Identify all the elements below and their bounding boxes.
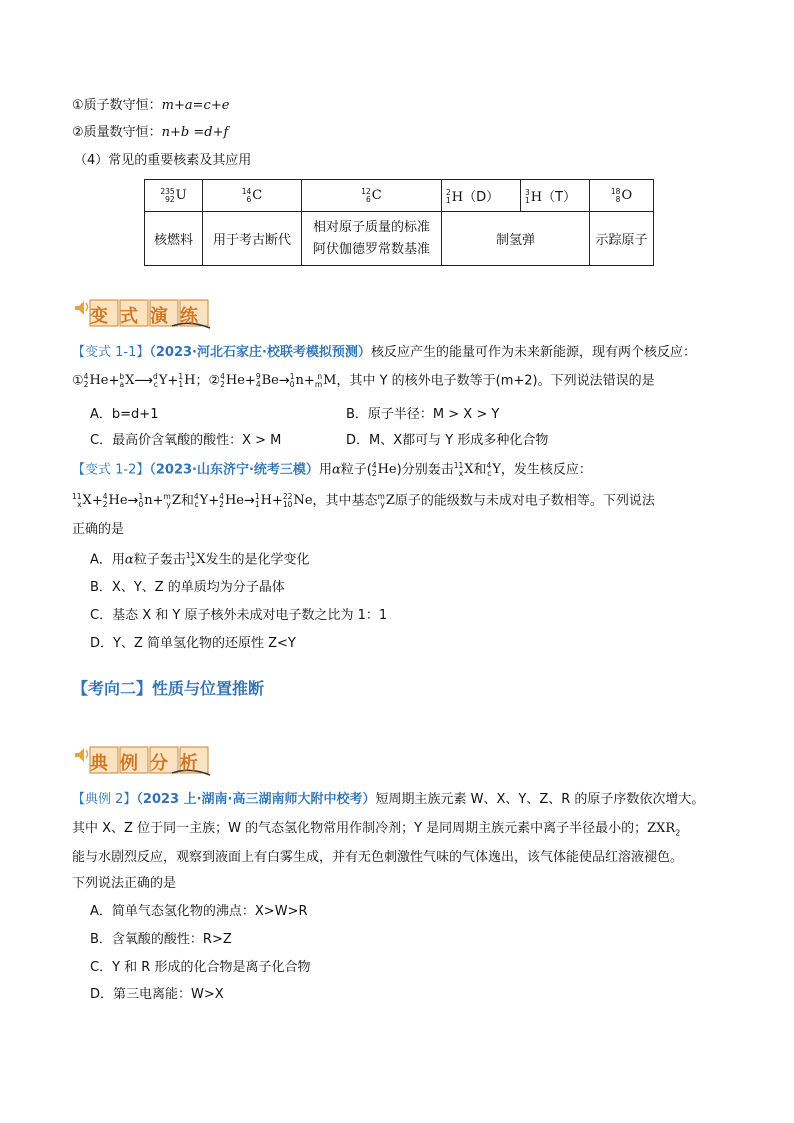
- example-banner: [72, 739, 222, 783]
- ex2-stem: 【典例 2】（2023 上·湖南·高三湖南师大附中校考）短周期主族元素 W、X、Y、Z、R 的原子序数依次增大。: [72, 792, 705, 807]
- nuclide-o18: 18 8 O: [590, 180, 654, 212]
- ex2-stem-3: 能与水剧烈反应，观察到液面上有白雾生成，并有无色刺激性气味的气体逸出，该气体能使品红溶液褪色。: [72, 850, 684, 865]
- use-c12: 相对原子质量的标准 阿伏伽德罗常数基准: [302, 212, 442, 266]
- example-banner-text: 典例分析: [90, 753, 210, 774]
- v12-stem-end: 正确的是: [72, 522, 125, 537]
- nuclide-deuterium: 2 1 H （D）: [442, 180, 521, 212]
- v11-option-b[interactable]: B．原子半径：M > X > Y: [346, 407, 500, 422]
- nuclide-u235: 235 92 U: [145, 180, 203, 212]
- v12-option-b[interactable]: B．X、Y、Z 的单质均为分子晶体: [90, 580, 285, 595]
- use-c14: 用于考古断代: [203, 212, 302, 266]
- ex2-option-b[interactable]: B．含氧酸的酸性：R>Z: [90, 932, 232, 947]
- v12-reactions: 11 x X + 4 2 He → 1 0 n + m y Z 和 4 c Y + 4 2 He → 1 1 H + 22 10 Ne ，其中基态 m y Z 原子的能级数与未成对电子数相等。下列说法: [72, 492, 655, 509]
- mass-conservation: ②质量数守恒：n+b =d+f: [72, 125, 229, 140]
- isotope-table: [144, 179, 654, 266]
- v11-option-d[interactable]: D．M、X都可与 Y 形成多种化合物: [346, 433, 549, 448]
- nuclide-c14: 14 6 C: [203, 180, 302, 212]
- v11-option-a[interactable]: A．b=d+1: [90, 407, 159, 422]
- ex2-stem-2: 其中 X、Z 位于同一主族；W 的气态氢化物常用作制冷剂；Y 是同周期主族元素中离子半径最小的；$ZXR_2$: [72, 821, 681, 838]
- v11-stem: 【变式 1-1】（2023·河北石家庄·校联考模拟预测）核反应产生的能量可作为未来新能源，现有两个核反应：: [72, 345, 696, 360]
- practice-banner-text: 变式演练: [90, 306, 210, 327]
- ex2-option-a[interactable]: A．简单气态氢化物的沸点：X>W>R: [90, 904, 308, 919]
- section-heading-2: 【考向二】性质与位置推断: [72, 679, 265, 698]
- v11-option-c[interactable]: C．最高价含氧酸的酸性：X > M: [90, 433, 282, 448]
- ex2-stem-4: 下列说法正确的是: [72, 876, 177, 891]
- use-o18: 示踪原子: [590, 212, 654, 266]
- ex2-option-c[interactable]: C．Y 和 R 形成的化合物是离子化合物: [90, 960, 311, 975]
- use-hydrogen: 制氢弹: [442, 212, 590, 266]
- v12-option-d[interactable]: D．Y、Z 简单氢化物的还原性 Z<Y: [90, 636, 296, 651]
- section4-title: （4）常见的重要核素及其应用: [74, 153, 252, 168]
- nuclide-c12: 12 6 C: [302, 180, 442, 212]
- nuclide-tritium: 3 1 H （T）: [521, 180, 590, 212]
- v12-option-c[interactable]: C．基态 X 和 Y 原子核外未成对电子数之比为 1：1: [90, 608, 388, 623]
- v12-stem: 【变式 1-2】（2023·山东济宁·统考三模）用α粒子( 4 2 He )分别轰击 11 x X 和 4 c Y ，发生核反应：: [72, 461, 592, 478]
- ex2-option-d[interactable]: D．第三电离能：W>X: [90, 987, 224, 1002]
- practice-banner: [72, 292, 222, 336]
- v12-option-a[interactable]: A．用α粒子轰击 11 x X 发生的是化学变化: [90, 551, 310, 568]
- use-u235: 核燃料: [145, 212, 203, 266]
- proton-conservation: ①质子数守恒：m+a=c+e: [72, 98, 230, 113]
- v11-reactions: ① 4 2 He + b a X ⟶ d c Y + 1 1 H ；② 4 2 He + 9 4 Be → 1 0 n + n m M ，其中 Y 的核外电子数等于(m+2)。下列说法错误的是: [72, 372, 655, 389]
